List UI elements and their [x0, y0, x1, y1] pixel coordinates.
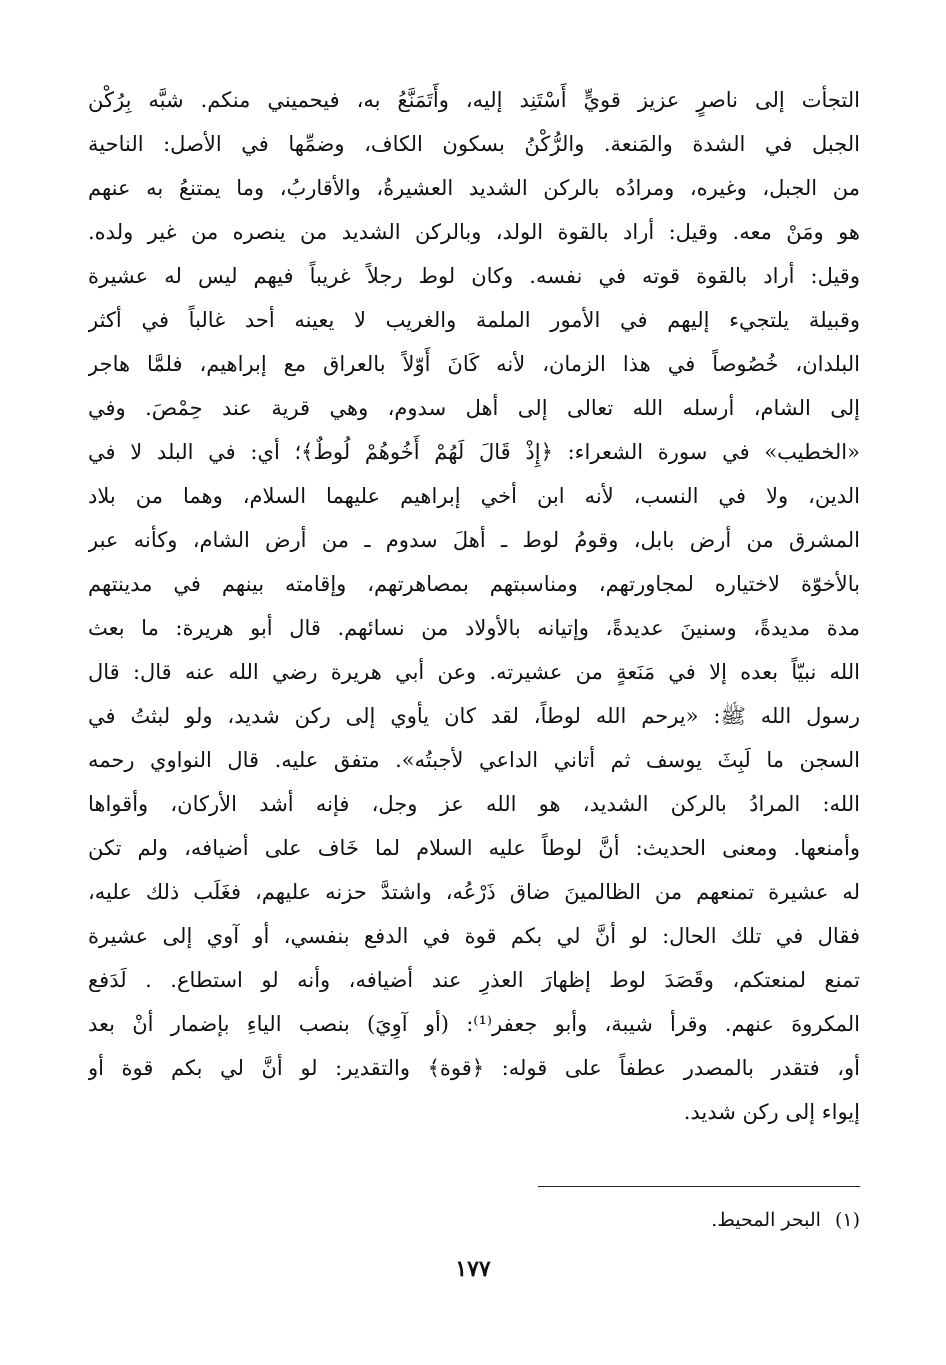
- page-number: ١٧٧: [455, 1256, 491, 1282]
- footnote-separator: [538, 1186, 860, 1187]
- text-line: فقال في تلك الحال: لو أنَّ لي بكم قوة في الدفع بنفسي، أو آوي إلى عشيرة: [88, 924, 860, 948]
- text-line: أو، فتقدر بالمصدر عطفاً على قوله: ﴿قوة﴾ والتقدير: لو أنَّ لي بكم قوة أو: [88, 1056, 860, 1080]
- main-text-block: [88, 78, 860, 1134]
- text-line: الجبل في الشدة والمَنعة. والرُّكْنُ بسكون الكاف، وضمِّها في الأصل: الناحية: [88, 132, 860, 156]
- text-line: وأمنعها. ومعنى الحديث: أنَّ لوطاً عليه السلام لما خَاف على أضيافه، ولم تكن: [88, 836, 860, 860]
- text-line: رسول الله ﷺ: «يرحم الله لوطاً، لقد كان يأوي إلى ركن شديد، ولو لبثتُ في: [88, 704, 860, 728]
- text-line: وقيل: أراد بالقوة قوته في نفسه. وكان لوط رجلاً غريباً فيهم ليس له عشيرة: [88, 264, 860, 288]
- text-line: وقبيلة يلتجيء إليهم في الأمور الملمة والغريب لا يعينه أحد غالباً في أكثر: [88, 308, 860, 332]
- text-line: تمنع لمنعتكم، وقَصَدَ لوط إظهارَ العذرِ عند أضيافه، وأنه لو استطاع. . لَدَفع: [88, 968, 860, 992]
- footnote-number: (١): [834, 1209, 860, 1231]
- text-line: الله: المرادُ بالركن الشديد، هو الله عز وجل، فإنه أشد الأركان، وأقواها: [88, 792, 860, 816]
- text-line: «الخطيب» في سورة الشعراء: ﴿إِذْ قَالَ لَهُمْ أَخُوهُمْ لُوطٌ﴾؛ أي: في البلد لا في: [88, 440, 860, 464]
- text-line: بالأخوّة لاختياره لمجاورتهم، ومناسبتهم بمصاهرتهم، وإقامته بينهم في مدينتهم: [88, 572, 860, 596]
- text-line: من الجبل، وغيره، ومرادُه بالركن الشديد العشيرةُ، والأقاربُ، وما يمتنعُ به عنهم: [88, 176, 860, 200]
- text-line: البلدان، خُصُوصاً في هذا الزمان، لأنه كَانَ أَوّلاً بالعراق مع إبراهيم، فلمَّا هاجر: [88, 352, 860, 376]
- text-line: إلى الشام، أرسله الله تعالى إلى أهل سدوم، وهي قرية عند حِمْصَ. وفي: [88, 396, 860, 420]
- text-line: المشرق من أرض بابل، وقومُ لوط ـ أهلَ سدوم ـ من أرض الشام، وكأنه عبر: [88, 528, 860, 552]
- footnote: [88, 1204, 860, 1236]
- text-line: مدة مديدةً، وسنينَ عديدةً، وإتيانه بالأولاد من نسائهم. قال أبو هريرة: ما بعث: [88, 616, 860, 640]
- text-line: السجن ما لَبِثَ يوسف ثم أتاني الداعي لأجبتُه». متفق عليه. قال النواوي رحمه: [88, 748, 860, 772]
- text-line: المكروهَ عنهم. وقرأ شيبة، وأبو جعفر⁽¹⁾: (أو آوِيَ) بنصب الياءِ بإضمار أنْ بعد: [88, 1012, 860, 1036]
- text-line: التجأت إلى ناصرٍ عزيز قويٍّ أَسْتَنِد إليه، وأَتَمَنَّعُ به، فيحميني منكم. شبَّه بِرُكْن: [88, 88, 860, 112]
- footnote-text: البحر المحيط.: [711, 1209, 821, 1231]
- text-line: الله نبيّاً بعده إلا في مَنَعةٍ من عشيرته. وعن أبي هريرة رضي الله عنه قال: قال: [88, 660, 860, 684]
- text-line: له عشيرة تمنعهم من الظالمينَ ضاق ذَرْعُه، واشتدَّ حزنه عليهم، فغَلَب ذلك عليه،: [88, 880, 860, 904]
- text-line: الدين، ولا في النسب، لأنه ابن أخي إبراهيم عليهما السلام، وهما من بلاد: [88, 484, 860, 508]
- text-line: إيواء إلى ركن شديد.: [683, 1100, 860, 1124]
- text-line: هو ومَنْ معه. وقيل: أراد بالقوة الولد، وبالركن الشديد من ينصره من غير ولده.: [88, 220, 860, 244]
